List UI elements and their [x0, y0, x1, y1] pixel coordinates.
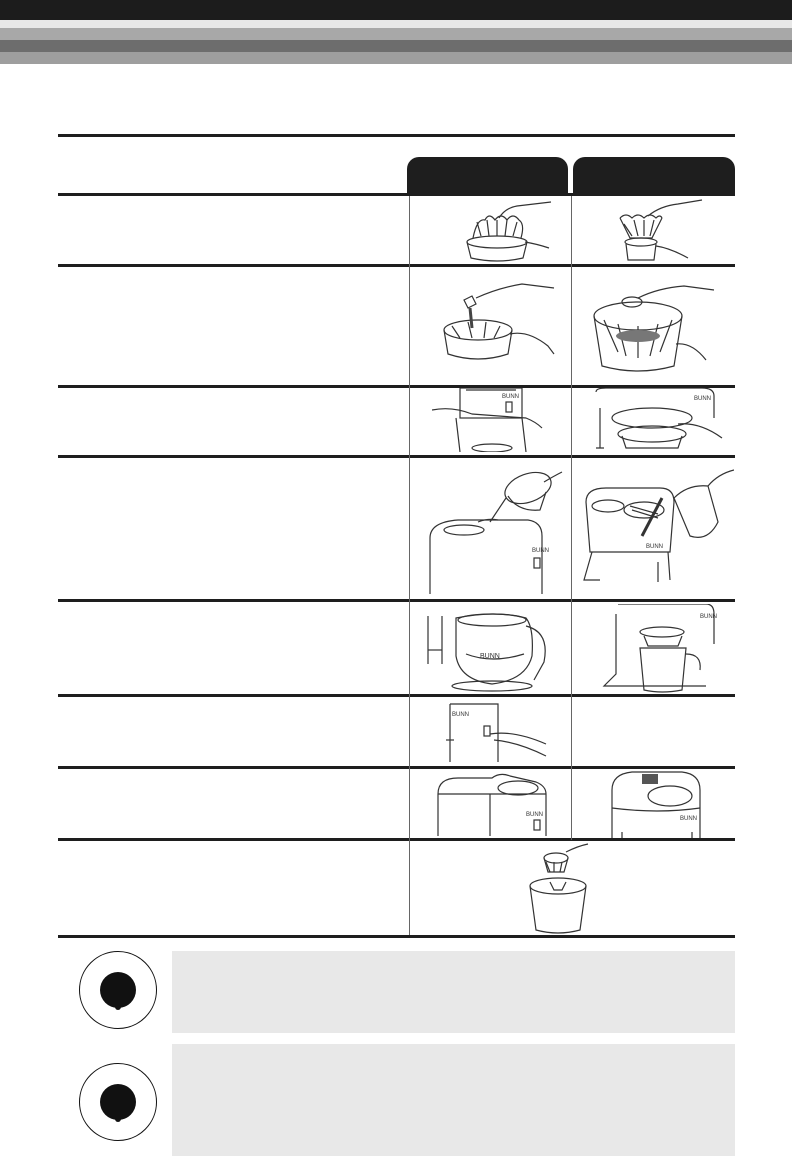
caution-dot [100, 1084, 136, 1120]
table-bottom-rule [58, 935, 735, 938]
svg-text:BUNN: BUNN [680, 816, 698, 822]
paper-filter-into-funnel-illustration [455, 198, 555, 262]
svg-text:BUNN: BUNN [694, 396, 712, 402]
paper-filter-into-basket-illustration [608, 198, 704, 262]
svg-text:BUNN: BUNN [700, 614, 718, 620]
row-divider [58, 838, 735, 841]
glass-carafe-on-warmer-illustration [426, 608, 556, 692]
caution-dot [100, 972, 136, 1008]
scoop-coffee-into-funnel-illustration [438, 274, 558, 374]
column-divider [571, 196, 572, 840]
column-tab-right [573, 157, 735, 195]
header-stripe-darkgray [0, 40, 792, 52]
caution-dot-nub [115, 1117, 121, 1122]
svg-text:BUNN: BUNN [526, 812, 544, 818]
header-stripe-light [0, 20, 792, 28]
svg-text:BUNN: BUNN [532, 548, 550, 554]
header-stripe-dark [0, 0, 792, 20]
header-stripe-gray [0, 52, 792, 64]
column-tab-left [407, 157, 568, 195]
svg-text:BUNN: BUNN [502, 394, 520, 400]
row-divider [58, 264, 735, 267]
scoop-coffee-into-basket-illustration [588, 274, 718, 380]
brewer-lid-closed-illustration [432, 772, 562, 836]
pour-water-from-carafe-illustration [428, 462, 563, 594]
slide-funnel-into-brewer-illustration [432, 388, 552, 452]
slide-basket-into-brewer-illustration [582, 388, 730, 452]
note-box [172, 1044, 735, 1156]
row-divider [58, 455, 735, 458]
row-divider [58, 694, 735, 697]
pour-water-from-thermal-carafe-illustration [578, 462, 734, 592]
svg-text:BUNN: BUNN [646, 544, 664, 550]
svg-text:BUNN: BUNN [452, 712, 470, 718]
column-divider [409, 196, 410, 935]
press-start-switch-illustration [444, 700, 548, 762]
caution-dot-nub [115, 1005, 121, 1010]
table-header-rule [58, 193, 735, 196]
note-box [172, 951, 735, 1033]
header-stripe-mid [0, 28, 792, 40]
thermal-carafe-in-brewer-illustration [596, 604, 720, 694]
discard-grounds-into-bin-illustration [522, 842, 602, 936]
table-top-rule [58, 134, 735, 137]
caution-dot-icon [79, 1063, 157, 1141]
caution-dot-icon [79, 951, 157, 1029]
brewer-top-view-illustration [608, 768, 704, 838]
svg-text:BUNN: BUNN [480, 653, 500, 660]
row-divider [58, 599, 735, 602]
